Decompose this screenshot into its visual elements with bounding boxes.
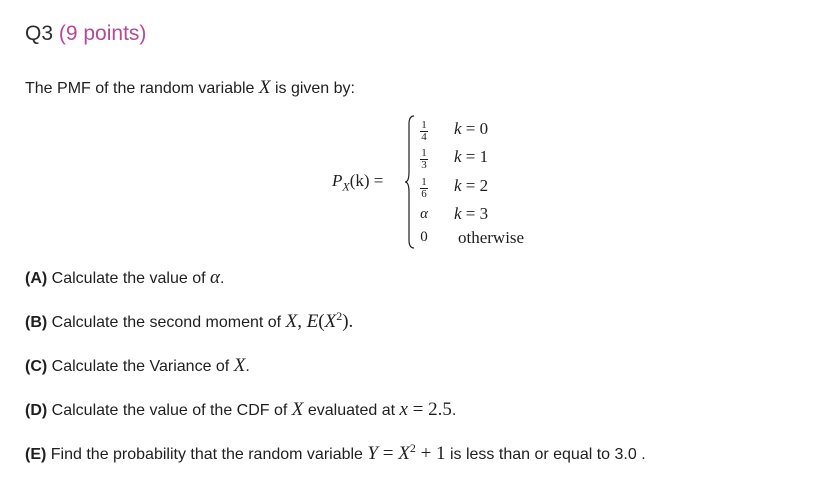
intro-variable: X <box>258 77 271 98</box>
intro-prefix: The PMF of the random variable <box>25 80 259 97</box>
pmf-condition: k = 3 <box>454 204 489 223</box>
pmf-lhs-arg: (k) = <box>349 171 384 190</box>
part-d: (D) Calculate the value of the CDF of X evaluated at x = 2.5. <box>25 399 457 420</box>
pmf-row <box>330 144 570 171</box>
pmf-definition <box>330 114 570 254</box>
pmf-row <box>330 116 570 143</box>
question-number: Q3 <box>25 22 54 45</box>
question-header <box>25 20 146 48</box>
part-a: (A) Calculate the value of α. <box>25 267 225 288</box>
pmf-value: 0 <box>420 229 428 245</box>
part-b: (B) Calculate the second moment of X, $E(X^2)$. <box>25 309 354 332</box>
pmf-condition: k = 2 <box>454 176 489 195</box>
pmf-lhs-sub: X <box>342 179 350 194</box>
pmf-row <box>330 173 570 200</box>
pmf-value <box>416 116 432 143</box>
pmf-fraction: $\frac{1}{4}$ <box>421 119 427 143</box>
pmf-condition: otherwise <box>458 228 525 247</box>
pmf-fraction: $\frac{1}{6}$ <box>421 176 427 200</box>
pmf-fraction: $\frac{1}{3}$ <box>421 147 427 171</box>
pmf-row <box>330 204 570 228</box>
intro-text <box>25 77 355 100</box>
pmf-condition: k = 1 <box>454 147 489 166</box>
part-e: (E) Find the probability that the random variable $Y = X^2 + 1$ is less than or equal to 3.0 . <box>25 441 646 464</box>
intro-suffix: is given by: <box>270 80 355 97</box>
part-c: (C) Calculate the Variance of X. <box>25 355 250 376</box>
pmf-value: α <box>420 206 428 222</box>
pmf-value <box>416 173 432 200</box>
pmf-row <box>330 228 570 252</box>
pmf-lhs-p: P <box>332 171 343 190</box>
pmf-value <box>416 144 432 171</box>
question-points: (9 points) <box>58 22 147 45</box>
pmf-condition: k = 0 <box>454 119 489 138</box>
